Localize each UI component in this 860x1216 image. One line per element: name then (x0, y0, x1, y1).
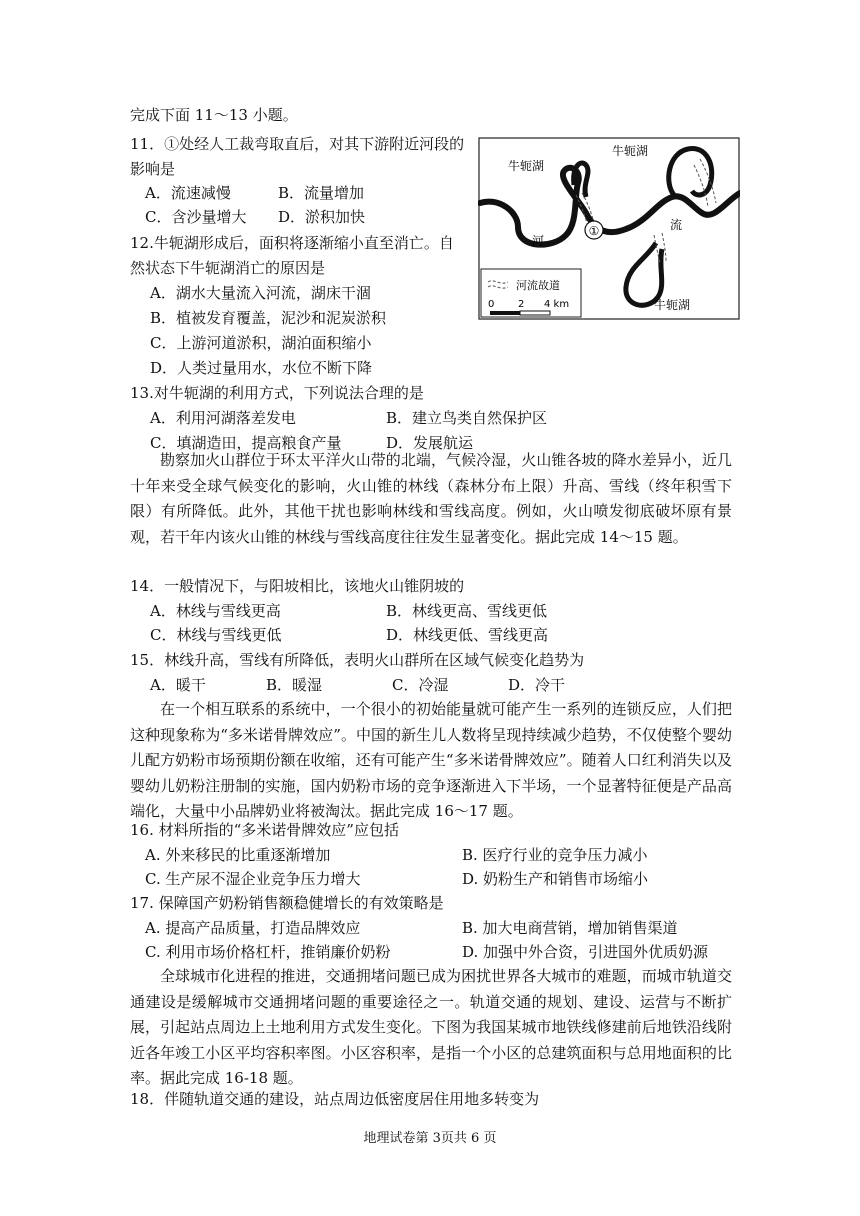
q17-option-b: B. 加大电商营销，增加销售渠道 (462, 919, 678, 937)
q15-stem: 15．林线升高，雪线有所降低，表明火山群所在区域气候变化趋势为 (130, 651, 585, 669)
scale-bar-black (490, 311, 520, 315)
scale-tick-2: 2 (518, 299, 525, 310)
q11-option-b: B．流量增加 (278, 184, 365, 202)
q16-option-c: C. 生产尿不湿企业竞争压力增大 (145, 870, 361, 888)
q13-option-d: D．发展航运 (386, 434, 474, 452)
oxbow-left-label: 牛轭湖 (508, 159, 545, 173)
q13-stem: 13.对牛轭湖的利用方式，下列说法合理的是 (130, 384, 424, 402)
passage-domino: 在一个相互联系的系统中，一个很小的初始能量就可能产生一系列的连锁反应，人们把这种现象称为“多米诺骨牌效应”。中国的新生儿人数将呈现持续减少趋势，不仅使整个婴幼儿配方奶粉市场预期份额在收缩，还有可能产生“多米诺骨牌效应”。随着人口红利消失以及婴幼儿奶粉注册制的实施，国内奶粉市场的竞争逐渐进入下半场，一个显著特征便是产品高端化，大量中小品牌奶业将被淘汰。据此完成 16～17 题。 (130, 700, 732, 820)
q13-option-c: C．填湖造田，提高粮食产量 (150, 434, 342, 452)
q15-option-a: A．暖干 (150, 676, 206, 694)
oxbow-lake-map (478, 137, 740, 320)
q12-option-c: C．上游河道淤积，湖泊面积缩小 (150, 334, 372, 352)
q14-option-c: C．林线与雪线更低 (150, 626, 282, 644)
oxbow-top-right-label: 牛轭湖 (612, 144, 649, 158)
q17-option-a: A. 提高产品质量，打造品牌效应 (145, 919, 361, 937)
marker-label: ① (588, 224, 600, 238)
q13-option-b: B．建立鸟类自然保护区 (386, 409, 548, 427)
q12-option-a: A．湖水大量流入河流，湖床干涸 (150, 284, 371, 302)
q11-stem-line1: 11．①处经人工裁弯取直后，对其下游附近河段的 (130, 135, 465, 153)
q12-option-d: D．人类过量用水，水位不断下降 (150, 359, 373, 377)
oxbow-bottom-right-label: 牛轭湖 (654, 298, 691, 312)
q14-option-a: A．林线与雪线更高 (150, 602, 281, 620)
q17-option-d: D. 加强中外合资，引进国外优质奶源 (462, 943, 709, 961)
q15-option-d: D．冷干 (508, 676, 566, 694)
q15-option-c: C．冷湿 (392, 676, 449, 694)
q11-option-a: A．流速减慢 (145, 184, 231, 202)
q18-stem: 18．伴随轨道交通的建设，站点周边低密度居住用地多转变为 (130, 1090, 540, 1108)
legend-item-label: 河流故道 (516, 279, 560, 292)
scale-tick-4: 4 km (544, 299, 570, 310)
river-label-1: 河 (532, 234, 545, 248)
section-intro: 完成下面 11～13 小题。 (130, 106, 298, 124)
scale-tick-0: 0 (488, 299, 495, 310)
q17-stem: 17. 保障国产奶粉销售额稳健增长的有效策略是 (130, 894, 444, 912)
q16-option-b: B. 医疗行业的竞争压力减小 (462, 846, 648, 864)
passage-urban-rail: 全球城市化进程的推进，交通拥堵问题已成为困扰世界各大城市的难题，而城市轨道交通建设是缓解城市交通拥堵问题的重要途径之一。轨道交通的规划、建设、运营与不断扩展，引起站点周边上土地利用方式发生变化。下图为我国某城市地铁线修建前后地铁沿线附近各年竣工小区平均容积率图。小区容积率，是指一个小区的总建筑面积与总用地面积的比率。据此完成 16-18 题。 (130, 967, 732, 1087)
q11-option-d: D．淤积加快 (278, 208, 366, 226)
scale-bar-white (520, 311, 550, 315)
q15-option-b: B．暖湿 (266, 676, 323, 694)
q16-stem: 16. 材料所指的“多米诺骨牌效应”应包括 (130, 821, 399, 839)
q12-stem-line1: 12.牛轭湖形成后，面积将逐渐缩小直至消亡。自 (130, 234, 454, 252)
q16-option-d: D. 奶粉生产和销售市场缩小 (462, 870, 649, 888)
river-label-2: 流 (670, 218, 683, 232)
q11-stem-line2: 影响是 (130, 160, 176, 178)
q12-option-b: B．植被发育覆盖，泥沙和泥炭淤积 (150, 309, 387, 327)
q13-option-a: A．利用河湖落差发电 (150, 409, 296, 427)
q16-option-a: A. 外来移民的比重逐渐增加 (145, 846, 331, 864)
page-footer: 地理试卷第 3页共 6 页 (363, 1131, 497, 1146)
q14-stem: 14．一般情况下，与阳坡相比，该地火山锥阴坡的 (130, 577, 465, 595)
q14-option-b: B．林线更高、雪线更低 (386, 602, 548, 620)
q12-stem-line2: 然状态下牛轭湖消亡的原因是 (130, 259, 326, 277)
q11-option-c: C．含沙量增大 (145, 208, 247, 226)
passage-kamchatka: 勘察加火山群位于环太平洋火山带的北端，气候冷湿，火山锥各坡的降水差异小，近几十年来受全球气候变化的影响，火山锥的林线（森林分布上限）升高、雪线（终年积雪下限）有所降低。此外，其他干扰也影响林线和雪线高度。例如，火山喷发彻底破坏原有景观，若干年内该火山锥的林线与雪线高度往往发生显著变化。据此完成 14～15 题。 (130, 451, 732, 546)
q17-option-c: C. 利用市场价格杠杆，推销廉价奶粉 (145, 943, 391, 961)
q14-option-d: D．林线更低、雪线更高 (386, 626, 549, 644)
